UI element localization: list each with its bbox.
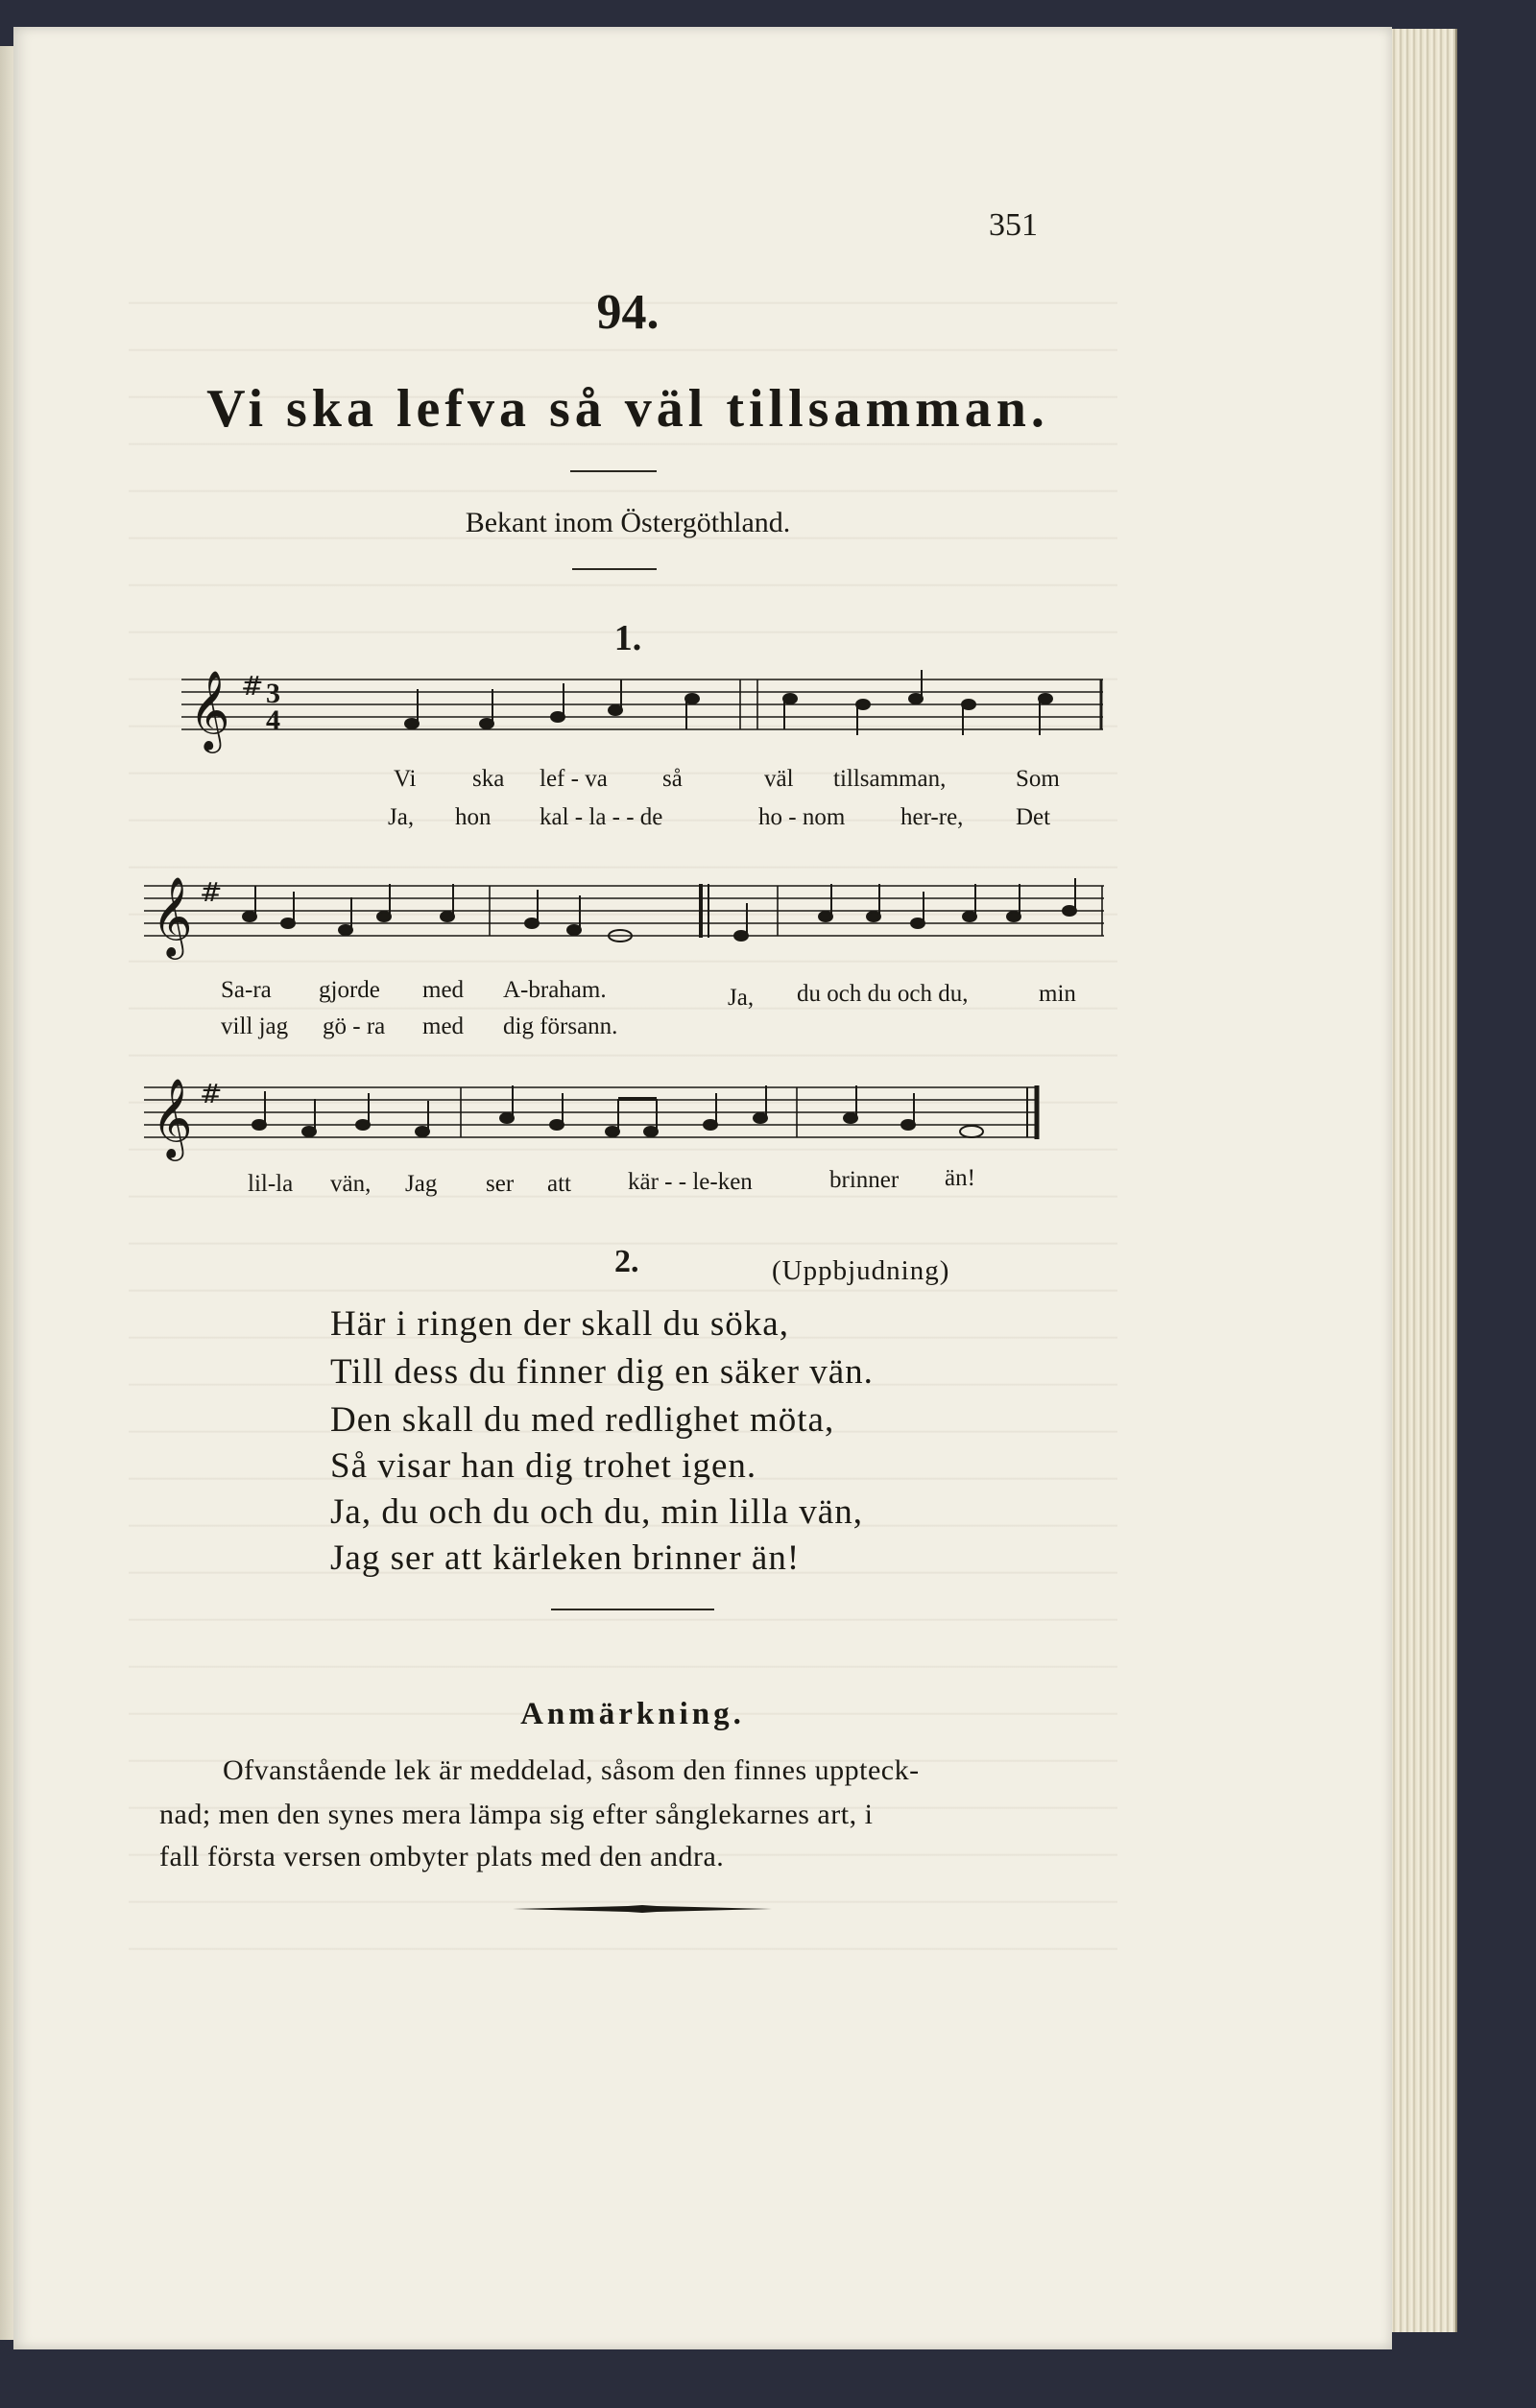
verse-1-number: 1. xyxy=(613,618,642,658)
lyric-r2l2-0: vill jag xyxy=(221,1013,289,1039)
lyric-r1l1-5: tillsamman, xyxy=(833,766,947,792)
verse-2-line: Jag ser att kärleken brinner än! xyxy=(330,1538,801,1578)
time-signature-bottom: 4 xyxy=(266,704,280,736)
remark-line: fall första versen ombyter plats med den andra. xyxy=(159,1841,725,1872)
treble-clef-icon: 𝄞 xyxy=(152,1077,193,1157)
lyric-r3-2: Jag xyxy=(405,1171,438,1197)
lyric-r2l1-3: A-braham. xyxy=(503,977,607,1003)
lyric-r3-0: lil-la xyxy=(248,1171,294,1197)
page-number: 351 xyxy=(989,207,1038,243)
lyric-r2l1-5: du och du och du, xyxy=(797,981,969,1007)
key-signature: # xyxy=(200,1078,223,1109)
lyric-r3-1: vän, xyxy=(330,1171,372,1197)
lyric-r3-3: ser xyxy=(486,1171,515,1197)
music-staff-1 xyxy=(181,660,1103,756)
song-subtitle: Bekant inom Östergöthland. xyxy=(465,507,791,538)
lyric-r3-7: än! xyxy=(945,1165,975,1191)
time-signature-top: 3 xyxy=(266,678,280,709)
title-divider xyxy=(570,470,657,472)
page-stack-edges xyxy=(1382,29,1457,2332)
notes-staff-2 xyxy=(243,878,1076,942)
lyric-r2l2-1: gö - ra xyxy=(323,1013,386,1039)
lyric-r1l1-0: Vi xyxy=(394,766,417,792)
lyric-r1l1-4: väl xyxy=(764,766,794,792)
lyric-r1l1-1: ska xyxy=(472,766,505,792)
verse-2-line: Till dess du finner dig en säker vän. xyxy=(330,1352,874,1392)
lyric-r1l1-2: lef - va xyxy=(540,766,608,792)
song-number: 94. xyxy=(596,285,660,340)
verse-2-number: 2. xyxy=(614,1244,639,1279)
lyric-r3-4: att xyxy=(547,1171,571,1197)
lyric-r1l1-6: Som xyxy=(1016,766,1060,792)
notes-staff-3 xyxy=(252,1085,983,1137)
music-staff-2 xyxy=(144,867,1104,963)
lyric-r2l1-1: gjorde xyxy=(319,977,380,1003)
lyric-r1l2-5: Det xyxy=(1016,804,1051,830)
treble-clef-icon: 𝄞 xyxy=(152,875,193,956)
song-title: Vi ska lefva så väl tillsamman. xyxy=(206,379,1049,439)
verse-2-line: Den skall du med redlighet möta, xyxy=(330,1400,835,1440)
lyric-r1l2-1: hon xyxy=(455,804,492,830)
lyric-r1l2-4: her-re, xyxy=(900,804,964,830)
verse-2-line: Så visar han dig trohet igen. xyxy=(330,1446,757,1486)
verse-2-line: Här i ringen der skall du söka, xyxy=(330,1304,789,1344)
lyric-r2l2-3: dig försann. xyxy=(503,1013,618,1039)
verse-2-line: Ja, du och du och du, min lilla vän, xyxy=(330,1492,863,1532)
verse-2-note: (Uppbjudning) xyxy=(772,1255,950,1286)
lyric-r1l1-3: så xyxy=(662,766,683,792)
lyric-r1l2-3: ho - nom xyxy=(758,804,846,830)
book-page xyxy=(13,27,1392,2349)
verse-divider xyxy=(551,1609,714,1610)
lyric-r3-6: brinner xyxy=(829,1167,900,1193)
remark-title: Anmärkning. xyxy=(520,1697,745,1731)
key-signature: # xyxy=(241,670,264,702)
remark-line: Ofvanstående lek är meddelad, såsom den finnes uppteck- xyxy=(223,1754,920,1786)
subtitle-divider xyxy=(572,568,657,570)
lyric-r2l1-4: Ja, xyxy=(728,985,755,1011)
lyric-r1l2-2: kal - la - - de xyxy=(540,804,663,830)
end-ornament xyxy=(513,1902,772,1919)
lyric-r2l2-2: med xyxy=(422,1013,465,1039)
lyric-r1l2-0: Ja, xyxy=(388,804,415,830)
key-signature: # xyxy=(200,876,223,908)
lyric-r2l1-0: Sa-ra xyxy=(221,977,272,1003)
lyric-r2l1-2: med xyxy=(422,977,465,1003)
remark-line: nad; men den synes mera lämpa sig efter sånglekarnes art, i xyxy=(159,1799,874,1830)
treble-clef-icon: 𝄞 xyxy=(189,669,230,750)
lyric-r2l1-6: min xyxy=(1039,981,1076,1007)
music-staff-3 xyxy=(144,1068,1056,1164)
lyric-r3-5: kär - - le-ken xyxy=(628,1169,753,1195)
